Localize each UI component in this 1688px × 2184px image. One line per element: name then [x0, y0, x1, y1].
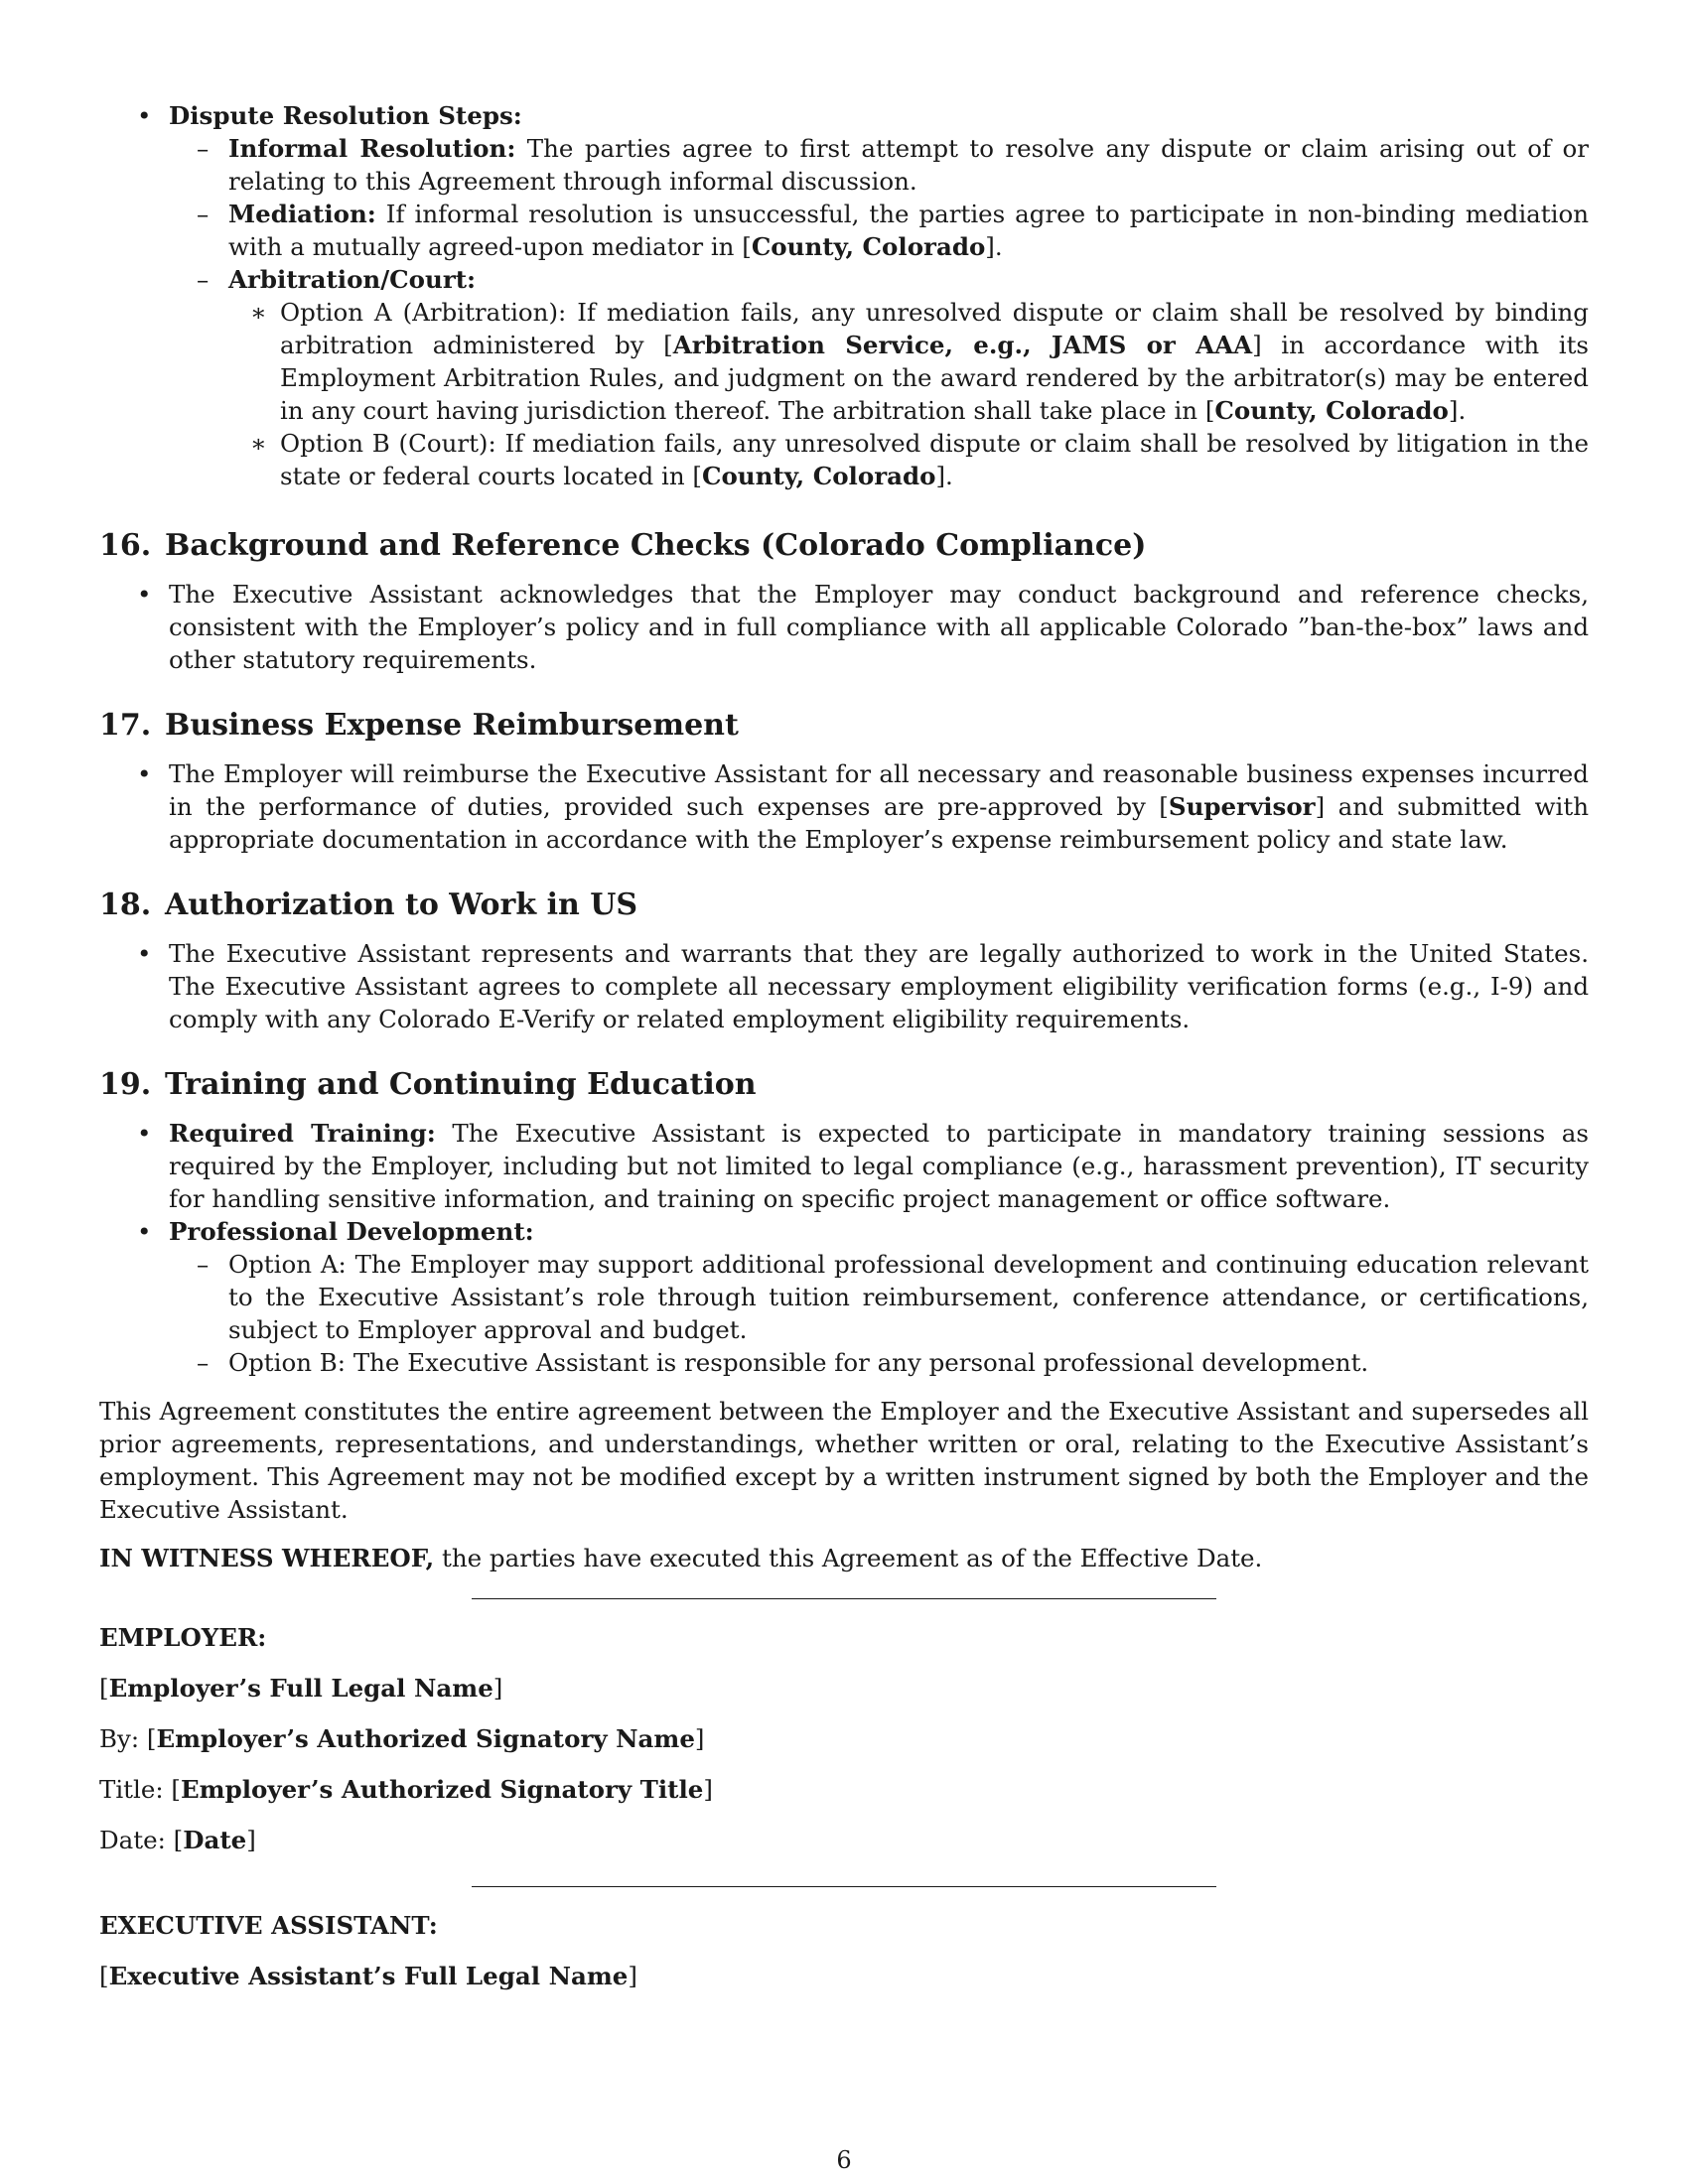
bracket-open: [ — [99, 1962, 109, 1990]
arbitration-label: Arbitration/Court: — [228, 265, 477, 294]
bracket-close: ] — [246, 1826, 256, 1854]
employer-signature-line — [472, 1598, 1216, 1599]
required-training-label: Required Training: — [169, 1119, 436, 1148]
title-label: Title: — [99, 1775, 172, 1804]
section-19 — [99, 1065, 1589, 1379]
employer-heading: EMPLOYER: — [99, 1623, 267, 1652]
assistant-signature-line — [472, 1886, 1216, 1887]
informal-label: Informal Resolution: — [228, 134, 516, 163]
dash-marker: – — [197, 200, 210, 228]
mediation-county: County, Colorado — [751, 232, 986, 261]
page-number: 6 — [836, 2146, 852, 2174]
option-b-text: Option B (Court): If mediation fails, any unresolved dispute or claim shall be resolved by litigation in the state or federal courts located in [ — [280, 429, 1589, 490]
bracket-open: [ — [171, 1775, 181, 1804]
dash-marker: – — [197, 1348, 210, 1377]
dash-marker: – — [197, 1250, 210, 1279]
option-b-county: County, Colorado — [701, 462, 936, 490]
option-a-end: ]. — [1448, 396, 1467, 425]
option-b-end: ]. — [935, 462, 953, 490]
section-16-heading — [99, 526, 1589, 566]
bullet-marker: • — [137, 939, 152, 968]
mediation-end: ]. — [985, 232, 1003, 261]
date-label: Date: — [99, 1826, 174, 1854]
employer-title-line — [99, 1773, 1589, 1806]
employer-signature-block — [99, 1621, 1589, 1856]
by-label: By: — [99, 1724, 147, 1753]
star-marker: ∗ — [250, 429, 267, 458]
required-training-text: The Executive Assistant is expected to participate in mandatory training sessions as required by the Employer, including but not limited to legal compliance (e.g., harassment prevention), IT security for handling sensitive information, and training on specific project management or office software. — [169, 1119, 1589, 1213]
assistant-name-line — [99, 1960, 1589, 1992]
section-18-number: 18. — [99, 887, 152, 922]
dispute-heading: Dispute Resolution Steps: — [169, 101, 522, 130]
option-a-county: County, Colorado — [1214, 396, 1449, 425]
bracket-close: ] — [703, 1775, 713, 1804]
bracket-close: ] — [492, 1674, 503, 1703]
section-17-number: 17. — [99, 708, 152, 743]
section-18-title: Authorization to Work in US — [165, 887, 638, 922]
mediation-label: Mediation: — [228, 200, 376, 228]
bullet-marker: • — [137, 101, 152, 130]
document-page — [99, 99, 1589, 1992]
section-17-text-1: The Employer will reimburse the Executive Assistant for all necessary and reasonable business expenses incurred in the performance of duties, provided such expenses are pre-approved by [ — [169, 759, 1589, 821]
section-16-text: The Executive Assistant acknowledges that the Employer may conduct background and reference checks, consistent with the Employer’s policy and in full compliance with all applicable Colorado ”ban-the-box” laws and other statutory requirements. — [169, 580, 1589, 674]
dash-marker: – — [197, 265, 210, 294]
dash-marker: – — [197, 134, 210, 163]
employer-name-line — [99, 1672, 1589, 1705]
arbitration-court-item — [99, 263, 1589, 296]
professional-development-label: Professional Development: — [169, 1217, 534, 1246]
option-b-court — [99, 427, 1589, 492]
section-18-text: The Executive Assistant represents and warrants that they are legally authorized to work in the United States. The Executive Assistant agrees to complete all necessary employment eligibility verification forms (e.g., I-9) and comply with any Colorado E-Verify or related employment eligibility requirements. — [169, 939, 1589, 1033]
section-18-heading — [99, 886, 1589, 925]
bracket-open: [ — [146, 1724, 157, 1753]
supervisor-placeholder: Supervisor — [1168, 792, 1316, 821]
professional-development-item — [99, 1215, 1589, 1248]
bracket-open: [ — [99, 1674, 109, 1703]
option-a-arbitration — [99, 296, 1589, 427]
section-19-heading — [99, 1065, 1589, 1105]
prof-dev-option-b-text: Option B: The Executive Assistant is responsible for any personal professional development. — [228, 1348, 1369, 1377]
section-16 — [99, 526, 1589, 676]
assistant-signature-block — [99, 1909, 1589, 1992]
section-17-heading — [99, 706, 1589, 746]
prof-dev-option-a-text: Option A: The Employer may support additional professional development and continuing education relevant to the Executive Assistant’s role through tuition reimbursement, conference attendance, or certifications, subject to Employer approval and budget. — [228, 1250, 1589, 1344]
bullet-marker: • — [137, 759, 152, 788]
closing-paragraph: This Agreement constitutes the entire agreement between the Employer and the Executive Assistant and supersedes all prior agreements, representations, and understandings, whether written or oral, relating to the Executive Assistant’s employment. This Agreement may not be modified except by a written instrument signed by both the Employer and the Executive Assistant. — [99, 1397, 1589, 1524]
bracket-open: [ — [173, 1826, 184, 1854]
prof-dev-option-a — [99, 1248, 1589, 1346]
required-training-item — [99, 1117, 1589, 1215]
mediation-text: If informal resolution is unsuccessful, the parties agree to participate in non-binding mediation with a mutually agreed-upon mediator in [ — [228, 200, 1589, 261]
witness-text: the parties have executed this Agreement as of the Effective Date. — [434, 1544, 1263, 1572]
bullet-marker: • — [137, 1119, 152, 1148]
section-16-number: 16. — [99, 528, 152, 563]
section-19-title: Training and Continuing Education — [165, 1067, 757, 1102]
witness-label: IN WITNESS WHEREOF, — [99, 1544, 435, 1572]
section-18 — [99, 886, 1589, 1035]
section-16-bullet — [99, 578, 1589, 676]
employer-by-line — [99, 1722, 1589, 1755]
witness-paragraph — [99, 1542, 1589, 1574]
section-17-bullet — [99, 757, 1589, 856]
date-value: Date — [183, 1826, 247, 1854]
section-17-title: Business Expense Reimbursement — [165, 708, 739, 743]
section-19-number: 19. — [99, 1067, 152, 1102]
signatory-name: Employer’s Authorized Signatory Name — [156, 1724, 695, 1753]
star-marker: ∗ — [250, 298, 267, 327]
section-17 — [99, 706, 1589, 856]
bullet-marker: • — [137, 1217, 152, 1246]
informal-resolution-item — [99, 132, 1589, 198]
option-a-text-1: Option A (Arbitration): If mediation fails, any unresolved dispute or claim shall be resolved by binding arbitration administered by [ — [280, 298, 1589, 359]
employer-name: Employer’s Full Legal Name — [108, 1674, 493, 1703]
bullet-marker: • — [137, 580, 152, 609]
signatory-title: Employer’s Authorized Signatory Title — [180, 1775, 704, 1804]
prof-dev-option-b — [99, 1346, 1589, 1379]
mediation-item — [99, 198, 1589, 263]
section-17-text-2: ] and submitted with appropriate documentation in accordance with the Employer’s expense reimbursement policy and state law. — [169, 792, 1590, 854]
assistant-name: Executive Assistant’s Full Legal Name — [108, 1962, 629, 1990]
informal-text: The parties agree to first attempt to resolve any dispute or claim arising out of or relating to this Agreement through informal discussion. — [228, 134, 1589, 196]
dispute-resolution-list — [99, 99, 1589, 492]
dispute-resolution-item — [99, 99, 1589, 132]
assistant-heading: EXECUTIVE ASSISTANT: — [99, 1911, 438, 1940]
section-18-bullet — [99, 937, 1589, 1035]
option-a-text-2: ] in accordance with its Employment Arbitration Rules, and judgment on the award rendered by the arbitrator(s) may be entered in any court having jurisdiction thereof. The arbitration shall take place in [ — [280, 331, 1589, 425]
bracket-close: ] — [694, 1724, 705, 1753]
section-16-title: Background and Reference Checks (Colorado Compliance) — [165, 528, 1147, 563]
bracket-close: ] — [628, 1962, 637, 1990]
employer-date-line — [99, 1824, 1589, 1856]
arbitration-service: Arbitration Service, e.g., JAMS or AAA — [672, 331, 1253, 359]
